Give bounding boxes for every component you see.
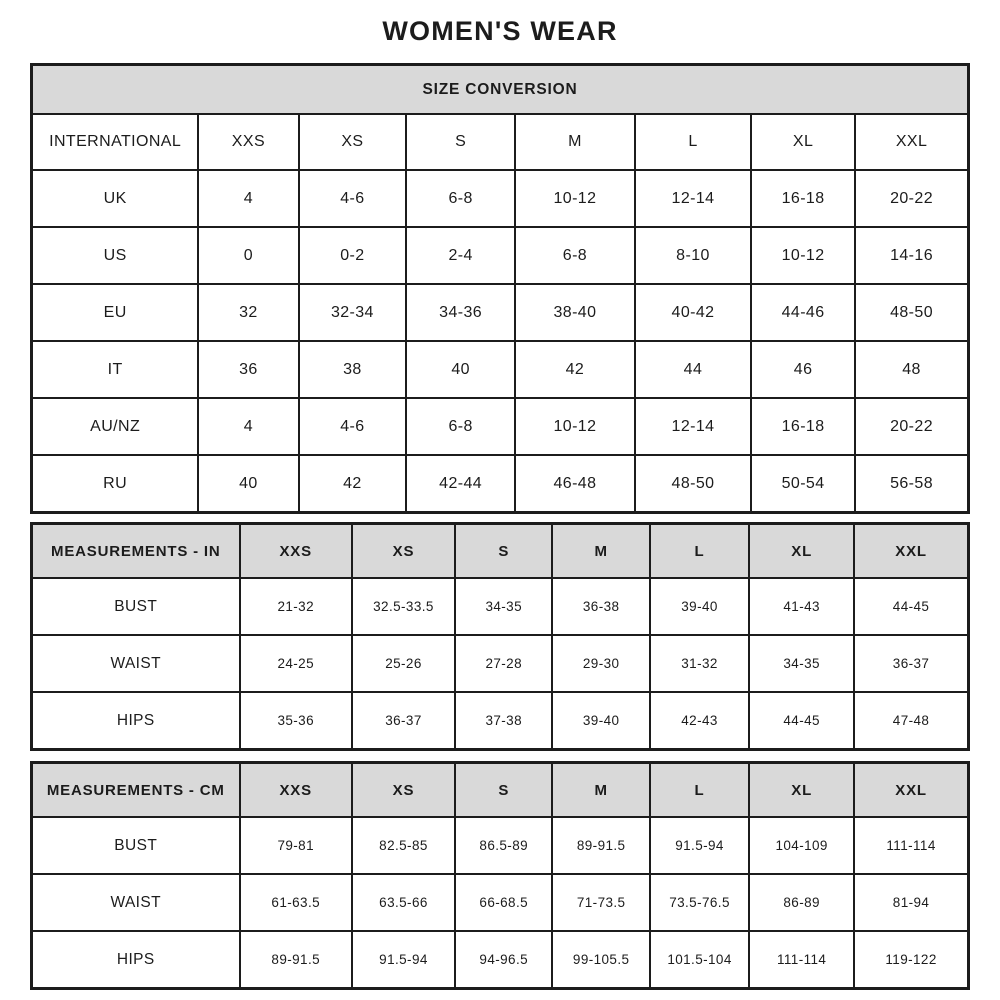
value-cell: 2-4 — [406, 227, 515, 284]
value-cell: 25-26 — [352, 635, 455, 692]
table-row — [32, 874, 969, 931]
value-cell: 38 — [299, 341, 407, 398]
header-row — [32, 524, 969, 579]
row-label: BUST — [32, 578, 240, 635]
value-cell: 42 — [299, 455, 407, 513]
value-cell: 36-38 — [552, 578, 649, 635]
value-cell: 34-35 — [455, 578, 552, 635]
size-header: XL — [749, 524, 854, 579]
size-header: XXL — [854, 763, 968, 818]
value-cell: 32 — [198, 284, 298, 341]
value-cell: 21-32 — [240, 578, 352, 635]
value-cell: 63.5-66 — [352, 874, 455, 931]
row-label: HIPS — [32, 692, 240, 750]
value-cell: 41-43 — [749, 578, 854, 635]
size-header: XL — [749, 763, 854, 818]
table-row — [32, 635, 969, 692]
row-label: BUST — [32, 817, 240, 874]
value-cell: 73.5-76.5 — [650, 874, 749, 931]
value-cell: 82.5-85 — [352, 817, 455, 874]
row-label: WAIST — [32, 635, 240, 692]
size-header: S — [455, 524, 552, 579]
page-title: WOMEN'S WEAR — [382, 16, 618, 46]
value-cell: 42-43 — [650, 692, 749, 750]
row-label: WAIST — [32, 874, 240, 931]
value-cell: 40 — [198, 455, 298, 513]
header-row — [32, 763, 969, 818]
value-cell: 31-32 — [650, 635, 749, 692]
value-cell: 40-42 — [635, 284, 751, 341]
table-row — [32, 692, 969, 750]
value-cell: 42-44 — [406, 455, 515, 513]
table-row — [32, 227, 969, 284]
value-cell: 47-48 — [854, 692, 968, 750]
value-cell: 14-16 — [855, 227, 968, 284]
value-cell: 48 — [855, 341, 968, 398]
size-header: XL — [751, 114, 855, 170]
size-header: XS — [352, 763, 455, 818]
value-cell: 111-114 — [854, 817, 968, 874]
value-cell: 35-36 — [240, 692, 352, 750]
value-cell: 16-18 — [751, 170, 855, 227]
table-row — [32, 284, 969, 341]
table-gap — [30, 514, 970, 522]
value-cell: 32-34 — [299, 284, 407, 341]
value-cell: 56-58 — [855, 455, 968, 513]
value-cell: 10-12 — [515, 398, 635, 455]
size-chart-page — [30, 0, 970, 990]
row-label: UK — [32, 170, 199, 227]
value-cell: 86.5-89 — [455, 817, 552, 874]
value-cell: 40 — [406, 341, 515, 398]
measurements-cm-table — [30, 761, 970, 990]
value-cell: 4 — [198, 170, 298, 227]
value-cell: 44 — [635, 341, 751, 398]
value-cell: 104-109 — [749, 817, 854, 874]
value-cell: 36 — [198, 341, 298, 398]
value-cell: 4 — [198, 398, 298, 455]
table-row — [32, 578, 969, 635]
value-cell: 94-96.5 — [455, 931, 552, 989]
size-header: M — [552, 763, 649, 818]
value-cell: 4-6 — [299, 170, 407, 227]
value-cell: 48-50 — [635, 455, 751, 513]
value-cell: 0 — [198, 227, 298, 284]
size-header: S — [455, 763, 552, 818]
table-row — [32, 817, 969, 874]
value-cell: 37-38 — [455, 692, 552, 750]
row-label: IT — [32, 341, 199, 398]
value-cell: 6-8 — [406, 398, 515, 455]
value-cell: 29-30 — [552, 635, 649, 692]
size-header: M — [552, 524, 649, 579]
header-label: INTERNATIONAL — [32, 114, 199, 170]
table-row — [32, 931, 969, 989]
value-cell: 71-73.5 — [552, 874, 649, 931]
table-row — [32, 398, 969, 455]
row-label: EU — [32, 284, 199, 341]
value-cell: 50-54 — [751, 455, 855, 513]
value-cell: 89-91.5 — [552, 817, 649, 874]
row-label: AU/NZ — [32, 398, 199, 455]
table-row — [32, 341, 969, 398]
size-header: XXL — [855, 114, 968, 170]
value-cell: 36-37 — [352, 692, 455, 750]
value-cell: 44-45 — [749, 692, 854, 750]
value-cell: 99-105.5 — [552, 931, 649, 989]
value-cell: 89-91.5 — [240, 931, 352, 989]
size-header: L — [635, 114, 751, 170]
value-cell: 0-2 — [299, 227, 407, 284]
value-cell: 39-40 — [552, 692, 649, 750]
row-label: HIPS — [32, 931, 240, 989]
value-cell: 91.5-94 — [352, 931, 455, 989]
value-cell: 8-10 — [635, 227, 751, 284]
table-row — [32, 170, 969, 227]
value-cell: 4-6 — [299, 398, 407, 455]
value-cell: 111-114 — [749, 931, 854, 989]
value-cell: 12-14 — [635, 170, 751, 227]
value-cell: 91.5-94 — [650, 817, 749, 874]
size-header: S — [406, 114, 515, 170]
header-row — [32, 114, 969, 170]
value-cell: 6-8 — [515, 227, 635, 284]
value-cell: 44-45 — [854, 578, 968, 635]
value-cell: 34-35 — [749, 635, 854, 692]
header-label: MEASUREMENTS - IN — [32, 524, 240, 579]
value-cell: 20-22 — [855, 398, 968, 455]
value-cell: 48-50 — [855, 284, 968, 341]
table-row — [32, 455, 969, 513]
value-cell: 32.5-33.5 — [352, 578, 455, 635]
value-cell: 46-48 — [515, 455, 635, 513]
size-header: XXS — [240, 763, 352, 818]
value-cell: 12-14 — [635, 398, 751, 455]
size-header: XXS — [198, 114, 298, 170]
size-header: L — [650, 763, 749, 818]
value-cell: 66-68.5 — [455, 874, 552, 931]
value-cell: 24-25 — [240, 635, 352, 692]
measurements-in-table — [30, 522, 970, 751]
value-cell: 119-122 — [854, 931, 968, 989]
size-header: XXS — [240, 524, 352, 579]
size-header: L — [650, 524, 749, 579]
size-header: XS — [352, 524, 455, 579]
value-cell: 101.5-104 — [650, 931, 749, 989]
size-conversion-table — [30, 63, 970, 514]
table-gap — [30, 751, 970, 761]
value-cell: 36-37 — [854, 635, 968, 692]
value-cell: 44-46 — [751, 284, 855, 341]
table-banner: SIZE CONVERSION — [32, 65, 969, 115]
row-label: US — [32, 227, 199, 284]
value-cell: 81-94 — [854, 874, 968, 931]
banner-row — [32, 65, 969, 115]
value-cell: 86-89 — [749, 874, 854, 931]
size-header: XXL — [854, 524, 968, 579]
value-cell: 10-12 — [751, 227, 855, 284]
value-cell: 6-8 — [406, 170, 515, 227]
value-cell: 10-12 — [515, 170, 635, 227]
value-cell: 39-40 — [650, 578, 749, 635]
value-cell: 20-22 — [855, 170, 968, 227]
value-cell: 34-36 — [406, 284, 515, 341]
value-cell: 42 — [515, 341, 635, 398]
size-header: XS — [299, 114, 407, 170]
header-label: MEASUREMENTS - CM — [32, 763, 240, 818]
value-cell: 27-28 — [455, 635, 552, 692]
value-cell: 38-40 — [515, 284, 635, 341]
value-cell: 46 — [751, 341, 855, 398]
size-header: M — [515, 114, 635, 170]
row-label: RU — [32, 455, 199, 513]
value-cell: 61-63.5 — [240, 874, 352, 931]
value-cell: 16-18 — [751, 398, 855, 455]
value-cell: 79-81 — [240, 817, 352, 874]
